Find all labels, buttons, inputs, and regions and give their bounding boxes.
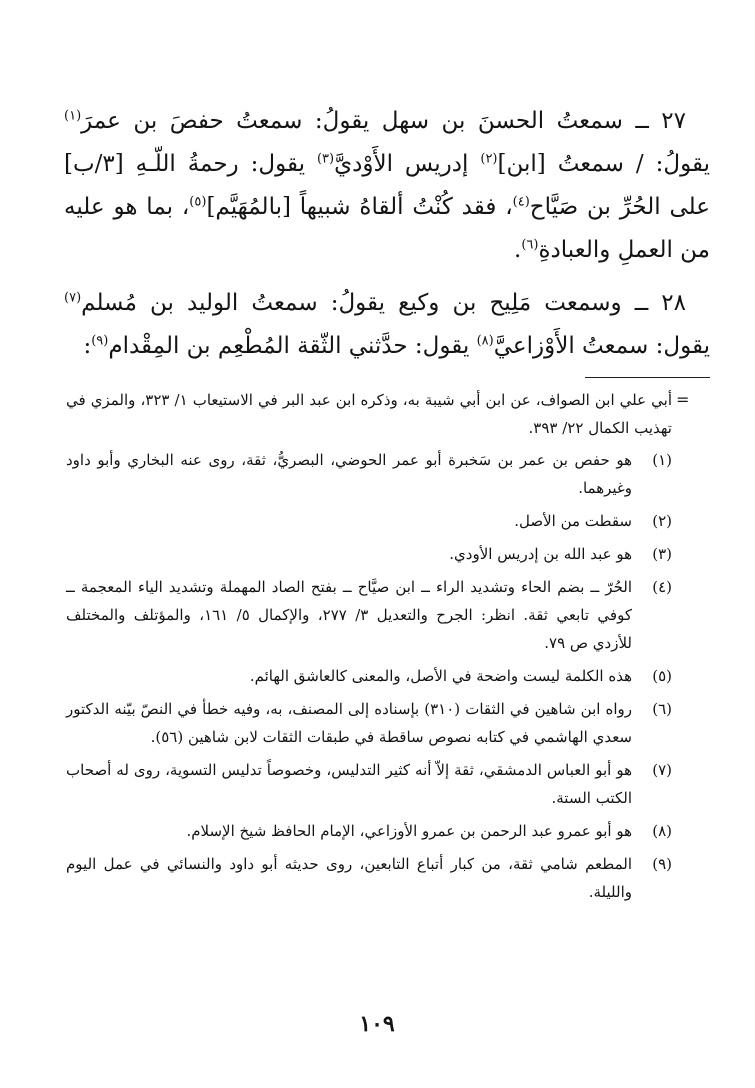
- footnote-number: (٣): [652, 545, 672, 563]
- footnote-ref: (٢): [480, 151, 498, 167]
- narration-text: إدريس الأَوْديَّ: [334, 151, 469, 177]
- footnote-8: [66, 817, 672, 845]
- footnote-3: [66, 540, 672, 568]
- footnote-number: (٤): [652, 578, 672, 596]
- footnote-text: هو عبد الله بن إدريس الأودي.: [449, 545, 632, 563]
- footnote-ref: (٤): [512, 194, 530, 210]
- continuation-mark: =: [676, 390, 690, 409]
- narration-text: سمعتُ الحسنَ بن سهل يقولُ: سمعتُ حفصَ بن عمرَ: [81, 108, 623, 134]
- footnote-1: [66, 446, 672, 502]
- narration-text: وسمعت مَلِيح بن وكيع يقولُ: سمعتُ الوليد بن مُسلم: [81, 290, 622, 316]
- footnote-number: (٢): [652, 512, 672, 530]
- narration-text: ، فقد كُنْتُ ألقاهُ شبيهاً [بالمُهَيَّم]: [206, 194, 513, 220]
- footnote-ref: (٣): [316, 151, 335, 167]
- footnote-text: رواه ابن شاهين في الثقات (٣١٠) بإسناده إلى المصنف، به، وفيه خطأ في النصّ بيّنه الدكتور سعدي الهاشمي في كتابه نصوص ساقطة في طبقات الثقات لابن شاهين (٥٦).: [66, 700, 632, 746]
- footnote-number: (٨): [652, 822, 672, 840]
- footnote-text: سقطت من الأصل.: [514, 512, 632, 530]
- narration-text: يقولُ: / سمعتُ [ابن]: [497, 151, 710, 177]
- footnote-9: [66, 850, 672, 906]
- narration-text: ، بما هو عليه من العملِ والعبادةِ: [64, 194, 710, 263]
- footnote-text: هذه الكلمة ليست واضحة في الأصل، والمعنى كالعاشق الهائم.: [249, 667, 632, 685]
- narration-27: [64, 100, 710, 272]
- footnote-ref: (١): [64, 108, 82, 124]
- footnote-6: [66, 695, 672, 751]
- footnote-5: [66, 662, 672, 690]
- footnote-number: (٦): [652, 700, 672, 718]
- footnote-2: [66, 507, 672, 535]
- footnote-ref: (٨): [476, 333, 494, 349]
- footnotes: [66, 386, 672, 911]
- footnote-text: هو أبو عمرو عبد الرحمن بن عمرو الأوزاعي، الإمام الحافظ شيخ الإسلام.: [186, 822, 632, 840]
- narration-text: يقول: رحمةُ اللّـهِ [٣/ب] على الحُرِّ بن صَيَّاح: [64, 151, 710, 220]
- footnote-ref: (٩): [91, 333, 109, 349]
- footnote-ref: (٥): [189, 194, 207, 210]
- footnote-text: الحُرّ ــ بضم الحاء وتشديد الراء ــ ابن صيَّاح ــ بفتح الصاد المهملة وتشديد الياء المعجمة ــ كوفي تابعي ثقة. انظر: الجرح والتعديل ٣/ ٢٧٧، والإكمال ٥/ ١٦١، والمؤتلف والمختلف للأزدي ص ٧٩.: [66, 578, 632, 652]
- footnote-separator: [585, 377, 710, 378]
- footnote-number: (٩): [652, 855, 672, 873]
- footnote-number: (٥): [652, 667, 672, 685]
- narration-text: .: [514, 237, 522, 263]
- footnote-text: المطعم شامي ثقة، من كبار أتباع التابعين، روى حديثه أبو داود والنسائي في عمل اليوم والليلة.: [66, 855, 632, 901]
- narration-number: ٢٨: [661, 290, 687, 316]
- page-number: ١٠٩: [359, 1011, 395, 1037]
- narration-text: يقول: حدَّثني الثّقة المُطْعِم بن المِقْدام: [108, 333, 470, 359]
- narration-text: :: [83, 333, 92, 359]
- footnote-ref: (٧): [64, 290, 82, 306]
- narration-dash: ــ: [634, 290, 649, 316]
- footnote-continuation: أبي علي ابن الصواف، عن ابن أبي شيبة به، وذكره ابن عبد البر في الاستيعاب ١/ ٣٢٣، والمزي في تهذيب الكمال ٢٢/ ٣٩٣.: [66, 391, 672, 437]
- narration-dash: ــ: [635, 108, 649, 134]
- footnote-number: (١): [652, 451, 672, 469]
- narration-number: ٢٧: [661, 108, 686, 134]
- narration-text: يقول: سمعتُ الأَوْزاعيَّ: [493, 333, 710, 359]
- narration-28: [64, 282, 710, 368]
- footnote-text: هو حفص بن عمر بن سَخبرة أبو عمر الحوضي، البصريُّ، ثقة، روى عنه البخاري وأبو داود وغيرهما.: [66, 451, 632, 497]
- footnote-7: [66, 756, 672, 812]
- footnote-ref: (٦): [521, 237, 539, 253]
- footnote-4: [66, 573, 672, 657]
- main-text: [64, 100, 710, 368]
- footnote-text: هو أبو العباس الدمشقي، ثقة إلاّ أنه كثير التدليس، وخصوصاً تدليس التسوية، روى له أصحاب الكتب الستة.: [66, 761, 632, 807]
- footnote-number: (٧): [652, 761, 672, 779]
